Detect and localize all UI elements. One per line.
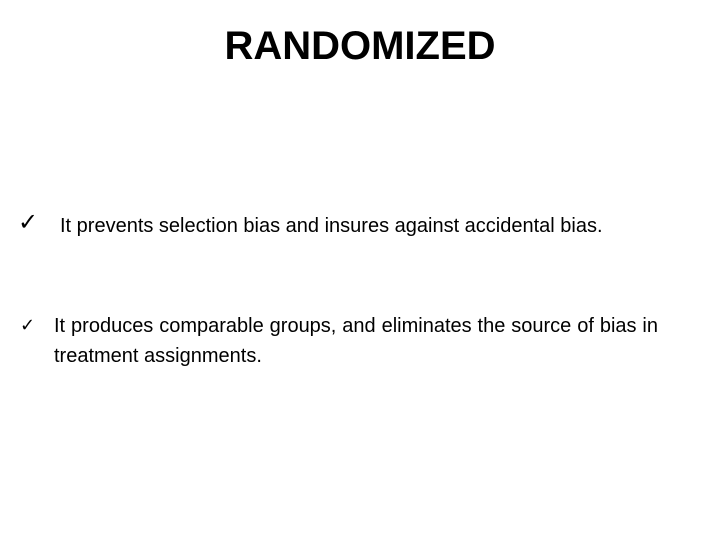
check-icon: ✓ <box>18 208 39 236</box>
slide-title: RANDOMIZED <box>224 24 496 68</box>
bullet-text-2: It produces comparable groups, and eliminates the source of bias in treatment assignments. <box>54 315 658 367</box>
bullet-text-1: It prevents selection bias and insures against accidental bias. <box>60 215 603 237</box>
check-icon: ✓ <box>20 315 36 336</box>
bullet-item-2 <box>18 311 658 371</box>
bullet-item-1 <box>18 208 658 241</box>
